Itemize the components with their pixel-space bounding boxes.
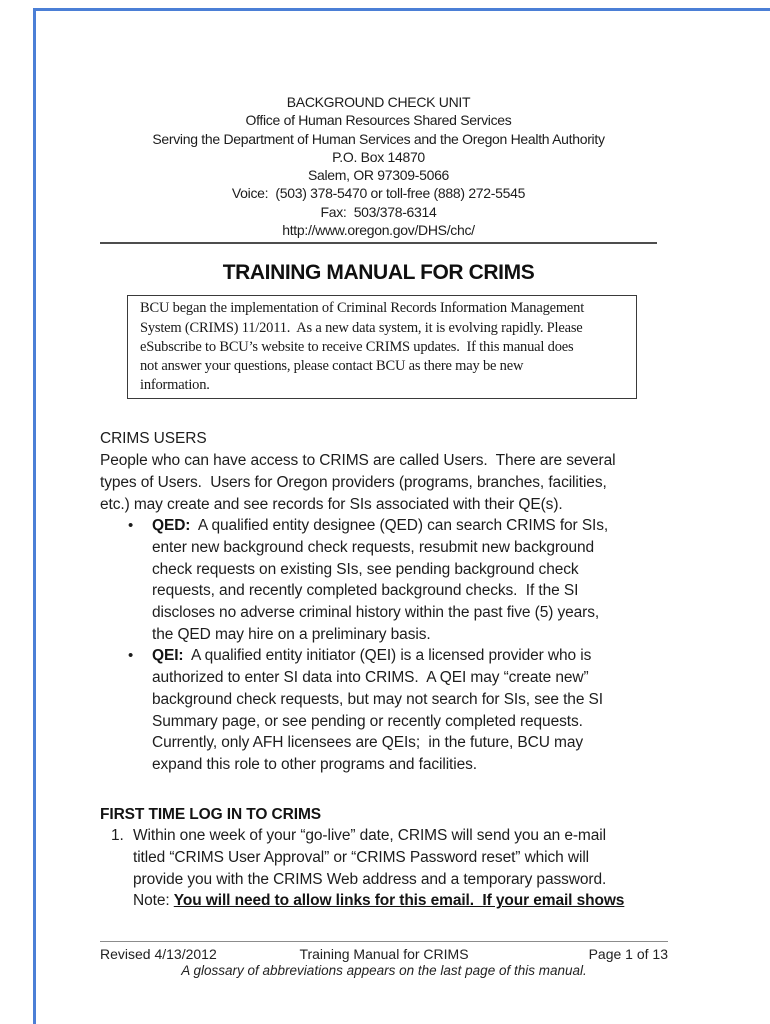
bullet-continuation (152, 537, 657, 646)
text-line: enter new background check requests, resubmit new background (152, 538, 595, 556)
notice-box (127, 295, 637, 399)
footer-glossary-note: A glossary of abbreviations appears on the last page of this manual. (181, 963, 587, 978)
page-footer (100, 941, 668, 979)
header-divider (100, 242, 657, 244)
text-line: Office of Human Resources Shared Services (245, 112, 512, 129)
footer-page-number: Page 1 of 13 (588, 946, 668, 962)
text-line: Summary page, or see pending or recently completed requests. (152, 712, 583, 730)
text-line: http://www.oregon.gov/DHS/chc/ (282, 222, 475, 239)
first-time-login-heading: FIRST TIME LOG IN TO CRIMS (100, 805, 321, 823)
text-line: BACKGROUND CHECK UNIT (286, 94, 471, 110)
text-line: titled “CRIMS User Approval” or “CRIMS Password reset” which will (133, 849, 590, 867)
text-line: BCU began the implementation of Criminal Records Information Management (140, 300, 585, 317)
agency-header-block (100, 0, 657, 239)
text-line: discloses no adverse criminal history within the past five (5) years, (152, 604, 600, 622)
text-line: information. (140, 377, 210, 394)
bullet-item-qei (100, 645, 657, 775)
text-line: Serving the Department of Human Services and the Oregon Health Authority (152, 130, 605, 147)
text-line: eSubscribe to BCU’s website to receive CRIMS updates. If this manual does (140, 338, 574, 355)
footer-revised-date: Revised 4/13/2012 (100, 946, 217, 962)
bullet-label: QED: (152, 517, 191, 535)
text-line: expand this role to other programs and facilities. (152, 755, 477, 773)
document-title: TRAINING MANUAL FOR CRIMS (222, 261, 535, 285)
text-line: Voice: (503) 378-5470 or toll-free (888) 272-5545 (231, 185, 526, 202)
text-line: Currently, only AFH licensees are QEIs; in the future, BCU may (152, 734, 584, 752)
text-line: Within one week of your “go-live” date, CRIMS will send you an e-mail (133, 827, 606, 845)
text-line: etc.) may create and see records for SIs associated with their QE(s). (100, 495, 563, 513)
text-line: the QED may hire on a preliminary basis. (152, 625, 431, 643)
note-line (133, 890, 657, 912)
crims-users-section (100, 428, 657, 775)
bullet-first-line (152, 515, 657, 537)
content-column (100, 0, 657, 912)
note-emphasis: You will need to allow links for this email. If your email shows (173, 892, 625, 910)
footer-document-name: Training Manual for CRIMS (299, 946, 469, 962)
text-line: requests, and recently completed background checks. If the SI (152, 582, 579, 600)
text-line: Salem, OR 97309-5066 (307, 167, 450, 184)
text-line: Fax: 503/378-6314 (320, 203, 437, 220)
text-line: not answer your questions, please contact BCU as there may be new (140, 357, 524, 374)
bullet-body (152, 645, 657, 775)
note-label: Note: (133, 892, 174, 910)
text-line: check requests on existing SIs, see pending background check (152, 560, 579, 578)
numbered-item-1 (100, 825, 657, 912)
text-line: System (CRIMS) 11/2011. As a new data system, it is evolving rapidly. Please (140, 319, 583, 336)
item-lines (133, 825, 657, 890)
text-line: types of Users. Users for Oregon providers (programs, branches, facilities, (100, 473, 607, 491)
text-line: background check requests, but may not search for SIs, see the SI (152, 690, 603, 708)
first-time-login-section (100, 804, 657, 913)
bullet-body (152, 515, 657, 645)
item-number: 1. (111, 827, 124, 845)
text-line: P.O. Box 14870 (332, 148, 425, 165)
text-line: People who can have access to CRIMS are called Users. There are several (100, 452, 616, 470)
bullet-marker: • (128, 647, 134, 665)
bullet-item-qed (100, 515, 657, 645)
text-line: provide you with the CRIMS Web address and a temporary password. (133, 870, 607, 888)
scan-edge-line-left (33, 8, 36, 1024)
bullet-text: A qualified entity initiator (QEI) is a licensed provider who is (183, 647, 592, 665)
bullet-first-line (152, 645, 657, 667)
bullet-marker: • (128, 517, 134, 535)
crims-users-intro (100, 450, 657, 515)
bullet-continuation (152, 667, 657, 776)
crims-users-heading: CRIMS USERS (100, 430, 207, 448)
bullet-label: QEI: (152, 647, 184, 665)
bullet-text: A qualified entity designee (QED) can search CRIMS for SIs, (190, 517, 609, 535)
text-line: authorized to enter SI data into CRIMS. A QEI may “create new” (152, 669, 589, 687)
item-body (133, 825, 657, 912)
footer-row (100, 946, 668, 962)
